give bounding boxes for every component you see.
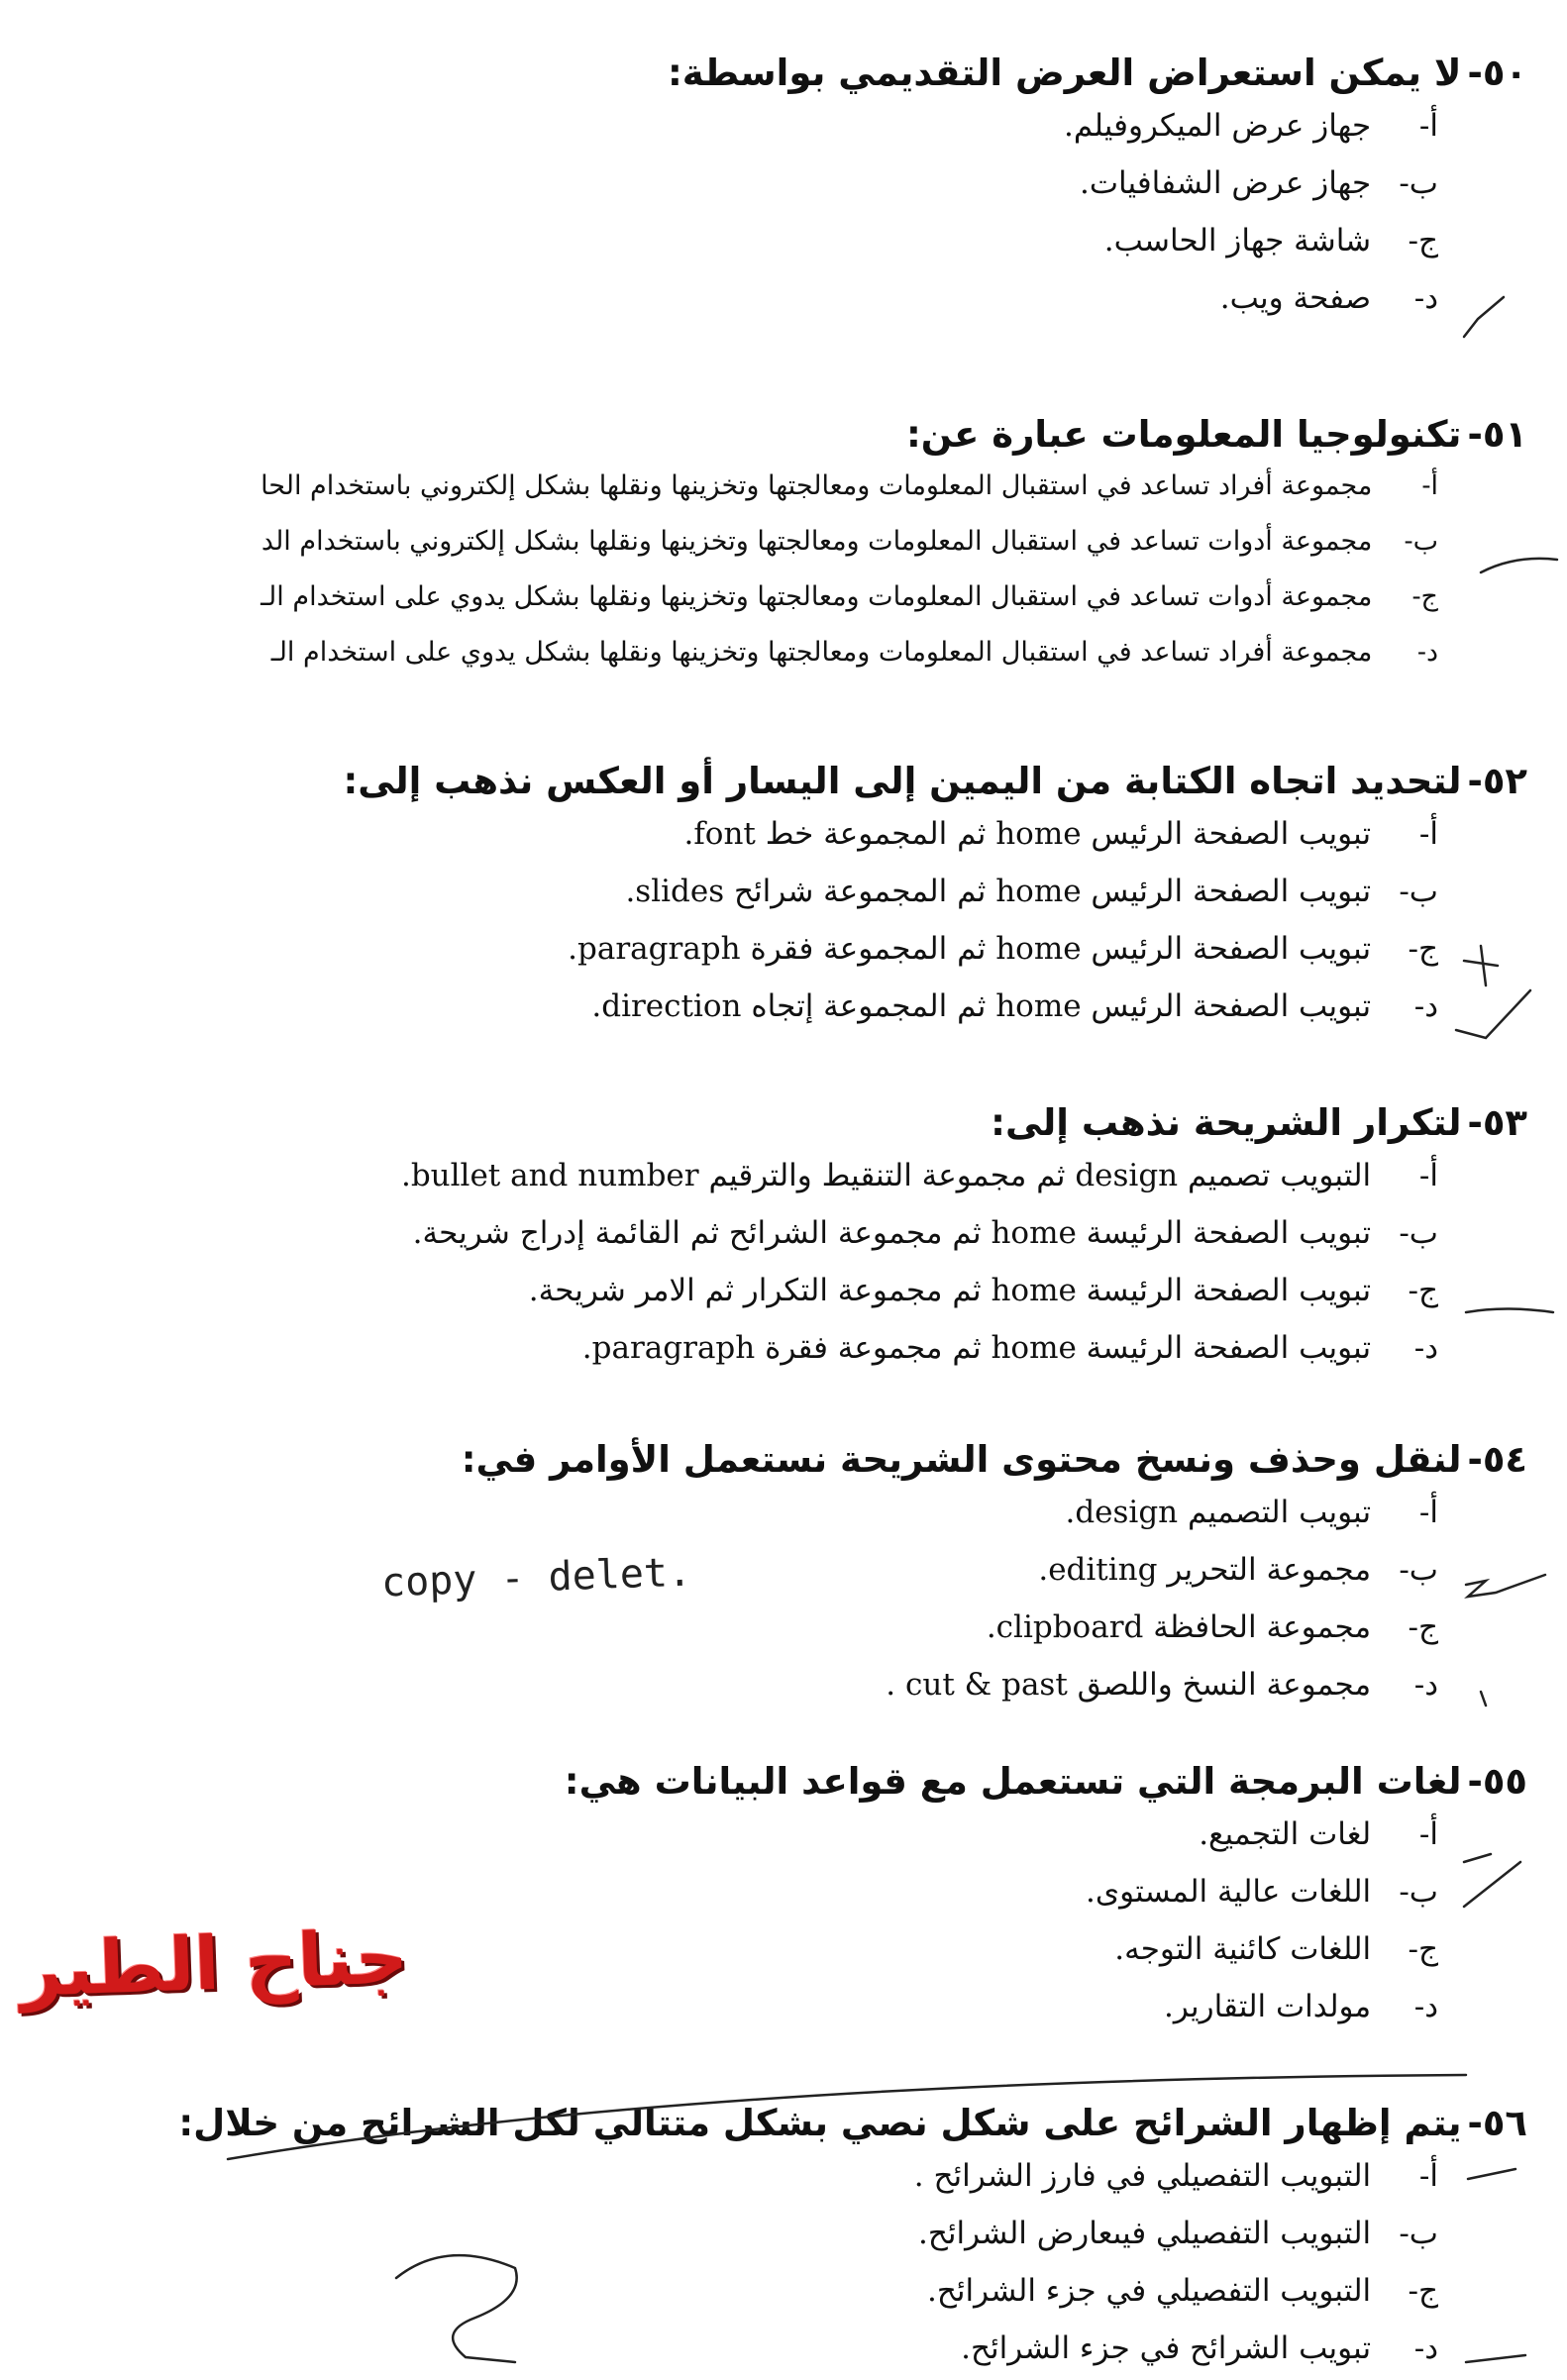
question-number: ٥٤- <box>1467 1438 1527 1481</box>
watermark-logo: جناح الطير <box>18 1914 410 2014</box>
option-letter: أ- <box>1418 1158 1438 1193</box>
option-text: تبويب الصفحة الرئيسة home ثم مجموعة التكرار ثم الامر شريحة. <box>528 1273 1372 1308</box>
option-b <box>20 155 1438 212</box>
option-c <box>0 569 1438 625</box>
option-text: جهاز عرض الشفافيات. <box>1079 165 1372 201</box>
option-a <box>0 459 1438 514</box>
option-text: تبويب الصفحة الرئيس home ثم المجموعة شرائح slides. <box>625 874 1372 909</box>
option-d <box>20 2320 1438 2377</box>
option-text: مجموعة التحرير editing. <box>1038 1552 1372 1588</box>
question-number: ٥٣- <box>1467 1101 1527 1144</box>
option-text: تبويب الصفحة الرئيس home ثم المجموعة فقرة paragraph. <box>568 931 1372 967</box>
option-b <box>20 863 1438 920</box>
question-50 <box>20 50 1527 327</box>
option-d <box>20 1319 1438 1377</box>
option-b <box>20 1541 1438 1599</box>
option-letter: أ- <box>1418 816 1438 852</box>
question-number: ٥٠- <box>1467 52 1527 94</box>
option-text: التبويب تصميم design ثم مجموعة التنقيط والترقيم bullet and number. <box>400 1158 1372 1193</box>
option-text: مولدات التقارير. <box>1164 1989 1372 2024</box>
option-letter: ب- <box>1399 874 1438 909</box>
option-letter: د- <box>1413 280 1438 316</box>
question-text: تكنولوجيا المعلومات عبارة عن: <box>906 413 1462 456</box>
question-number: ٥٢- <box>1467 760 1527 802</box>
option-letter: أ- <box>1418 1495 1438 1530</box>
option-letter: أ- <box>1418 108 1438 144</box>
option-d <box>20 269 1438 327</box>
question-text: لنقل وحذف ونسخ محتوى الشريحة نستعمل الأوامر في: <box>461 1438 1462 1481</box>
option-text: اللغات عالية المستوى. <box>1086 1874 1372 1910</box>
option-text: تبويب الصفحة الرئيس home ثم المجموعة خط font. <box>683 816 1372 852</box>
options-list <box>0 459 1438 680</box>
option-text: تبويب التصميم design. <box>1065 1495 1372 1530</box>
option-letter: ب- <box>1399 1215 1438 1251</box>
option-letter: ب- <box>1399 1874 1438 1910</box>
question-text: لا يمكن استعراض العرض التقديمي بواسطة: <box>667 52 1462 94</box>
option-text: اللغات كائنية التوجه. <box>1114 1931 1372 1967</box>
option-c <box>20 920 1438 978</box>
question-title <box>20 50 1527 97</box>
question-52 <box>20 758 1527 1035</box>
question-title <box>20 1758 1527 1806</box>
question-text: لغات البرمجة التي تستعمل مع قواعد البيانات هي: <box>564 1760 1462 1803</box>
option-letter: د- <box>1413 988 1438 1024</box>
option-text: تبويب الصفحة الرئيسة home ثم مجموعة الشرائح ثم القائمة إدراج شريحة. <box>412 1215 1372 1251</box>
option-text: التبويب التفصيلي في فارز الشرائح . <box>913 2158 1372 2194</box>
question-text: يتم إظهار الشرائح على شكل نصي بشكل متتالي لكل الشرائح من خلال: <box>178 2102 1462 2144</box>
question-title <box>20 1436 1527 1484</box>
option-b <box>20 1863 1438 1920</box>
option-letter: د- <box>1413 2330 1438 2366</box>
option-a <box>20 2147 1438 2205</box>
option-text: لغات التجميع. <box>1199 1816 1372 1852</box>
option-letter: أ- <box>1421 470 1438 501</box>
options-list <box>20 97 1438 327</box>
option-letter: د- <box>1416 637 1438 668</box>
option-letter: ج- <box>1408 2273 1438 2309</box>
question-53 <box>20 1099 1527 1377</box>
option-text: التبويب التفصيلي في جزء الشرائح. <box>927 2273 1372 2309</box>
question-number: ٥٦- <box>1467 2102 1527 2144</box>
option-text: صفحة ويب. <box>1219 280 1372 316</box>
handwritten-note: copy - delet. <box>380 1549 692 1606</box>
option-letter: د- <box>1413 1330 1438 1366</box>
option-letter: ب- <box>1399 165 1438 201</box>
question-title <box>20 1099 1527 1147</box>
option-letter: ج- <box>1408 931 1438 967</box>
option-text: مجموعة أدوات تساعد في استقبال المعلومات ومعالجتها وتخزينها ونقلها بشكل يدوي على استخدام الـ <box>261 581 1373 612</box>
question-56 <box>20 2100 1527 2377</box>
option-a <box>20 97 1438 155</box>
option-text: مجموعة أدوات تساعد في استقبال المعلومات ومعالجتها وتخزينها ونقلها بشكل إلكتروني باستخدام الد <box>261 526 1373 557</box>
option-letter: أ- <box>1418 2158 1438 2194</box>
option-letter: ج- <box>1408 1931 1438 1967</box>
option-text: تبويب الصفحة الرئيس home ثم المجموعة إتجاه direction. <box>591 988 1372 1024</box>
option-text: التبويب التفصيلي فيىعارض الشرائح. <box>917 2216 1372 2251</box>
options-list <box>20 1147 1438 1377</box>
option-text: تبويب الصفحة الرئيسة home ثم مجموعة فقرة paragraph. <box>581 1330 1372 1366</box>
options-list <box>20 1484 1438 1713</box>
option-letter: ج- <box>1408 1273 1438 1308</box>
option-c <box>20 1262 1438 1319</box>
option-letter: ب- <box>1399 1552 1438 1588</box>
question-number: ٥٥- <box>1467 1760 1527 1803</box>
option-b <box>0 514 1438 569</box>
option-letter: ج- <box>1408 1609 1438 1645</box>
question-54 <box>20 1436 1527 1713</box>
option-c <box>20 1599 1438 1656</box>
option-text: تبويب الشرائح في جزء الشرائح. <box>961 2330 1372 2366</box>
question-title <box>0 411 1527 459</box>
option-letter: ج- <box>1408 223 1438 259</box>
option-text: شاشة جهاز الحاسب. <box>1103 223 1372 259</box>
option-letter: د- <box>1413 1667 1438 1703</box>
option-c <box>20 212 1438 269</box>
question-51 <box>0 411 1527 680</box>
option-c <box>20 2262 1438 2320</box>
option-letter: ج- <box>1411 581 1438 612</box>
option-b <box>20 1204 1438 1262</box>
option-d <box>20 1656 1438 1713</box>
option-d <box>20 978 1438 1035</box>
options-list <box>20 2147 1438 2377</box>
question-title <box>20 758 1527 805</box>
option-a <box>20 1484 1438 1541</box>
option-a <box>20 805 1438 863</box>
option-text: مجموعة الحافظة clipboard. <box>986 1609 1372 1645</box>
option-a <box>20 1147 1438 1204</box>
question-text: لتكرار الشريحة نذهب إلى: <box>991 1101 1462 1144</box>
option-letter: د- <box>1413 1989 1438 2024</box>
option-b <box>20 2205 1438 2262</box>
option-a <box>20 1806 1438 1863</box>
option-text: جهاز عرض الميكروفيلم. <box>1064 108 1372 144</box>
question-number: ٥١- <box>1467 413 1527 456</box>
question-text: لتحديد اتجاه الكتابة من اليمين إلى اليسار أو العكس نذهب إلى: <box>343 760 1462 802</box>
option-text: مجموعة أفراد تساعد في استقبال المعلومات ومعالجتها وتخزينها ونقلها بشكل يدوي على استخدام الـ <box>270 637 1373 668</box>
options-list <box>20 805 1438 1035</box>
question-title <box>20 2100 1527 2147</box>
option-letter: أ- <box>1418 1816 1438 1852</box>
option-letter: ب- <box>1404 526 1438 557</box>
option-text: مجموعة أفراد تساعد في استقبال المعلومات ومعالجتها وتخزينها ونقلها بشكل إلكتروني باستخدام الحا <box>261 470 1373 501</box>
option-text: مجموعة النسخ واللصق cut & past . <box>886 1667 1372 1703</box>
option-letter: ب- <box>1399 2216 1438 2251</box>
option-d <box>0 625 1438 680</box>
